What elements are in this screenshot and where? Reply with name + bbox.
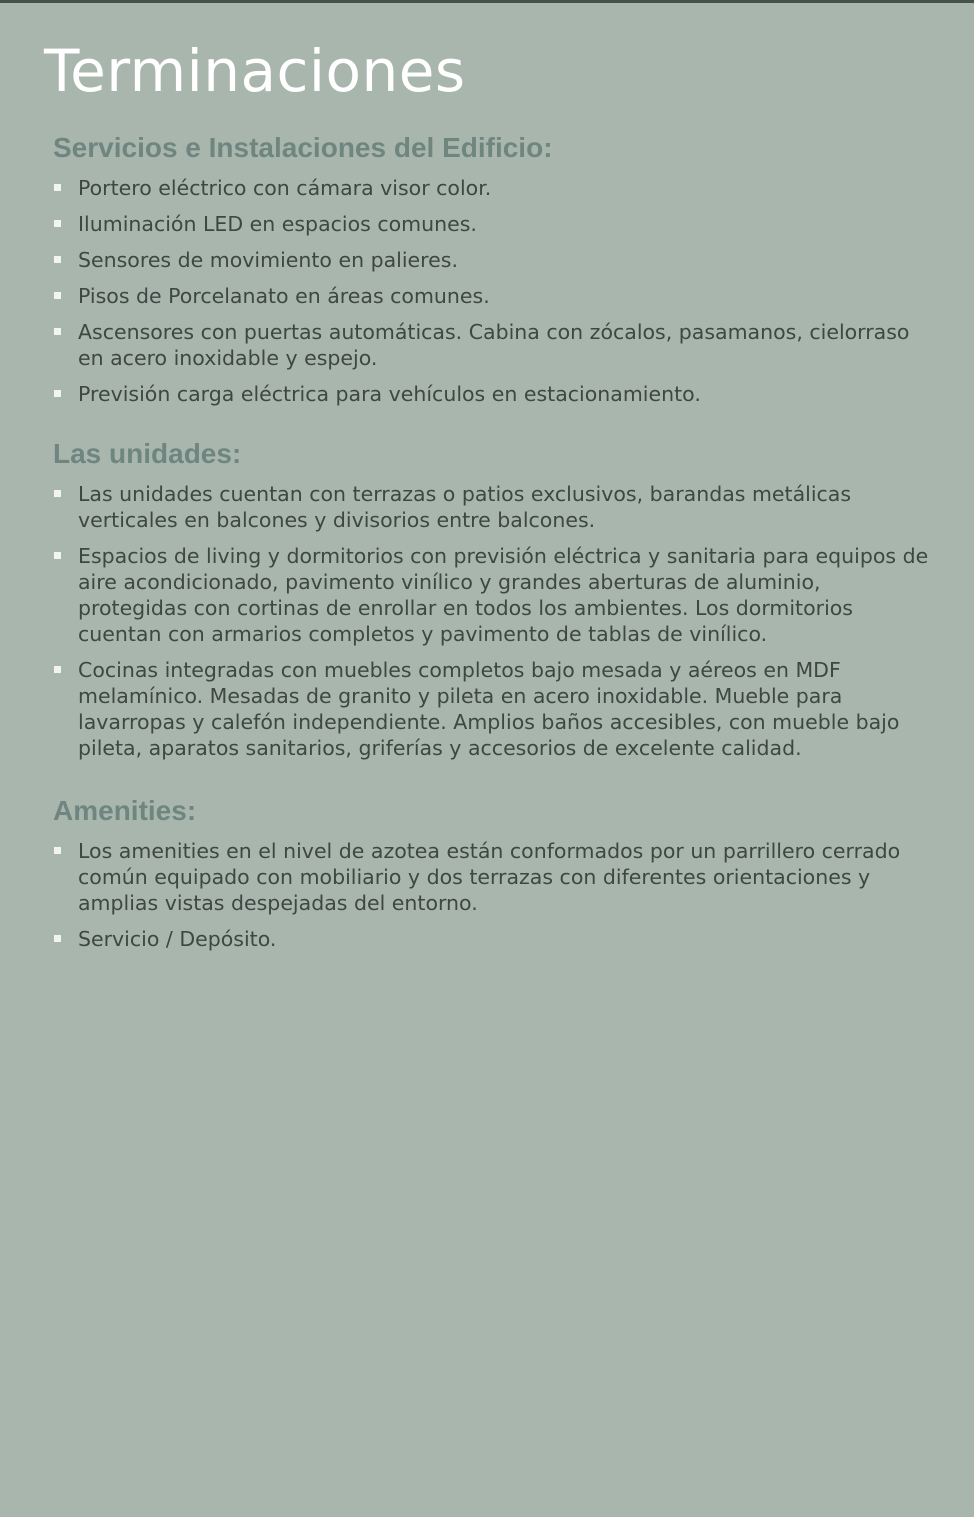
square-bullet-icon bbox=[54, 666, 61, 673]
square-bullet-icon bbox=[54, 490, 61, 497]
section-heading: Amenities: bbox=[53, 795, 197, 826]
square-bullet-icon bbox=[54, 184, 61, 191]
square-bullet-icon bbox=[54, 552, 61, 559]
list-item: Servicio / Depósito. bbox=[0, 926, 974, 952]
section-heading: Las unidades: bbox=[53, 438, 242, 469]
list-item: Portero eléctrico con cámara visor color. bbox=[0, 175, 974, 201]
list-item: Pisos de Porcelanato en áreas comunes. bbox=[0, 283, 974, 309]
section-heading: Servicios e Instalaciones del Edificio: bbox=[53, 132, 553, 163]
list-item: Cocinas integradas con muebles completos bajo mesada y aéreos en MDF melamínico. Mesadas de granito y pileta en acero inoxidable. Mueble para lavarropas y calefón independiente. Amplios baños accesibles, con mueble bajo pileta, aparatos sanitarios, griferías y accesorios de excelente calidad. bbox=[0, 657, 974, 761]
square-bullet-icon bbox=[54, 292, 61, 299]
list-item: Sensores de movimiento en palieres. bbox=[0, 247, 974, 273]
bullet-list bbox=[0, 838, 974, 952]
square-bullet-icon bbox=[54, 328, 61, 335]
list-item: Previsión carga eléctrica para vehículos en estacionamiento. bbox=[0, 381, 974, 407]
bullet-list bbox=[0, 175, 974, 407]
list-item: Iluminación LED en espacios comunes. bbox=[0, 211, 974, 237]
top-border bbox=[0, 0, 974, 3]
square-bullet-icon bbox=[54, 220, 61, 227]
square-bullet-icon bbox=[54, 256, 61, 263]
bullet-list bbox=[0, 481, 974, 761]
list-item: Los amenities en el nivel de azotea están conformados por un parrillero cerrado común equipado con mobiliario y dos terrazas con diferentes orientaciones y amplias vistas despejadas del entorno. bbox=[0, 838, 974, 916]
section-building-services bbox=[0, 131, 974, 417]
list-item: Las unidades cuentan con terrazas o patios exclusivos, barandas metálicas verticales en balcones y divisorios entre balcones. bbox=[0, 481, 974, 533]
list-item: Ascensores con puertas automáticas. Cabina con zócalos, pasamanos, cielorraso en acero inoxidable y espejo. bbox=[0, 319, 974, 371]
section-units bbox=[0, 437, 974, 771]
square-bullet-icon bbox=[54, 390, 61, 397]
square-bullet-icon bbox=[54, 847, 61, 854]
square-bullet-icon bbox=[54, 935, 61, 942]
section-amenities bbox=[0, 794, 974, 962]
page-title: Terminaciones bbox=[44, 37, 466, 105]
list-item: Espacios de living y dormitorios con previsión eléctrica y sanitaria para equipos de aire acondicionado, pavimento vinílico y grandes aberturas de aluminio, protegidas con cortinas de enrollar en todos los ambientes. Los dormitorios cuentan con armarios completos y pavimento de tablas de vinílico. bbox=[0, 543, 974, 647]
